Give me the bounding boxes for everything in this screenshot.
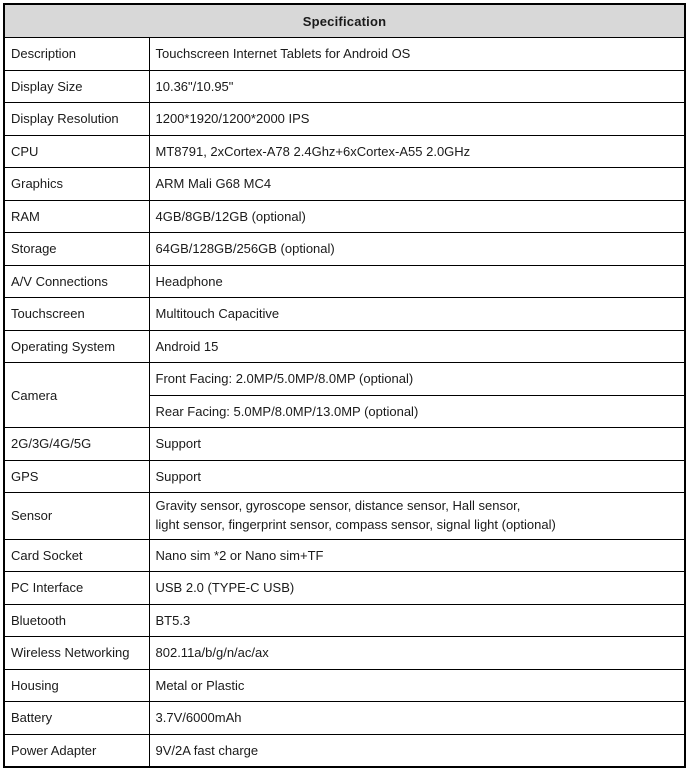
table-row bbox=[4, 539, 685, 572]
table-header-row bbox=[4, 4, 685, 38]
table-title: Specification bbox=[4, 4, 685, 38]
spec-value-cell: Front Facing: 2.0MP/5.0MP/8.0MP (optional) bbox=[149, 363, 685, 396]
table-row bbox=[4, 200, 685, 233]
spec-label-cell: Description bbox=[4, 38, 149, 71]
spec-value-cell: 64GB/128GB/256GB (optional) bbox=[149, 233, 685, 266]
spec-value-line: Gravity sensor, gyroscope sensor, distance sensor, Hall sensor, bbox=[155, 498, 521, 514]
specification-table bbox=[3, 3, 686, 768]
spec-label-cell: Storage bbox=[4, 233, 149, 266]
spec-value-cell: Nano sim *2 or Nano sim+TF bbox=[149, 539, 685, 572]
spec-value-cell: Touchscreen Internet Tablets for Android OS bbox=[149, 38, 685, 71]
spec-value-cell: 1200*1920/1200*2000 IPS bbox=[149, 103, 685, 136]
spec-label-cell: Touchscreen bbox=[4, 298, 149, 331]
spec-label-cell: Battery bbox=[4, 702, 149, 735]
table-row bbox=[4, 669, 685, 702]
spec-value-cell: Multitouch Capacitive bbox=[149, 298, 685, 331]
spec-label-cell: Power Adapter bbox=[4, 734, 149, 767]
spec-value-cell: ARM Mali G68 MC4 bbox=[149, 168, 685, 201]
table-row bbox=[4, 233, 685, 266]
spec-label-cell: Housing bbox=[4, 669, 149, 702]
spec-label-cell: RAM bbox=[4, 200, 149, 233]
spec-value-cell: Android 15 bbox=[149, 330, 685, 363]
spec-label-cell: 2G/3G/4G/5G bbox=[4, 428, 149, 461]
spec-label-cell: Display Size bbox=[4, 70, 149, 103]
spec-value-cell bbox=[149, 493, 685, 540]
spec-value-cell: 9V/2A fast charge bbox=[149, 734, 685, 767]
spec-label-cell: Wireless Networking bbox=[4, 637, 149, 670]
table-row bbox=[4, 38, 685, 71]
spec-value-cell: 10.36"/10.95" bbox=[149, 70, 685, 103]
spec-label-cell: Display Resolution bbox=[4, 103, 149, 136]
table-row bbox=[4, 604, 685, 637]
spec-label-cell: Camera bbox=[4, 363, 149, 428]
spec-value-cell: Metal or Plastic bbox=[149, 669, 685, 702]
table-row bbox=[4, 265, 685, 298]
table-row bbox=[4, 70, 685, 103]
table-row bbox=[4, 637, 685, 670]
spec-label-cell: GPS bbox=[4, 460, 149, 493]
table-row bbox=[4, 103, 685, 136]
spec-label-cell: Bluetooth bbox=[4, 604, 149, 637]
spec-value-cell: 4GB/8GB/12GB (optional) bbox=[149, 200, 685, 233]
spec-label-cell: Card Socket bbox=[4, 539, 149, 572]
spec-label-cell: Graphics bbox=[4, 168, 149, 201]
spec-label-cell: Sensor bbox=[4, 493, 149, 540]
table-row bbox=[4, 702, 685, 735]
table-row bbox=[4, 493, 685, 540]
table-row bbox=[4, 298, 685, 331]
spec-value-cell: Support bbox=[149, 428, 685, 461]
spec-value-cell: Rear Facing: 5.0MP/8.0MP/13.0MP (optional) bbox=[149, 395, 685, 428]
spec-value-cell: USB 2.0 (TYPE-C USB) bbox=[149, 572, 685, 605]
table-row bbox=[4, 572, 685, 605]
spec-label-cell: PC Interface bbox=[4, 572, 149, 605]
table-row bbox=[4, 460, 685, 493]
table-row bbox=[4, 135, 685, 168]
spec-value-cell: Support bbox=[149, 460, 685, 493]
table-row bbox=[4, 168, 685, 201]
table-row bbox=[4, 428, 685, 461]
spec-label-cell: A/V Connections bbox=[4, 265, 149, 298]
spec-value-cell: BT5.3 bbox=[149, 604, 685, 637]
table-row bbox=[4, 330, 685, 363]
table-row bbox=[4, 734, 685, 767]
spec-value-cell: MT8791, 2xCortex-A78 2.4Ghz+6xCortex-A55 2.0GHz bbox=[149, 135, 685, 168]
spec-value-line: light sensor, fingerprint sensor, compass sensor, signal light (optional) bbox=[155, 516, 556, 532]
spec-value-cell: 3.7V/6000mAh bbox=[149, 702, 685, 735]
table-row bbox=[4, 363, 685, 396]
spec-label-cell: CPU bbox=[4, 135, 149, 168]
spec-value-cell: 802.11a/b/g/n/ac/ax bbox=[149, 637, 685, 670]
spec-label-cell: Operating System bbox=[4, 330, 149, 363]
spec-value-cell: Headphone bbox=[149, 265, 685, 298]
